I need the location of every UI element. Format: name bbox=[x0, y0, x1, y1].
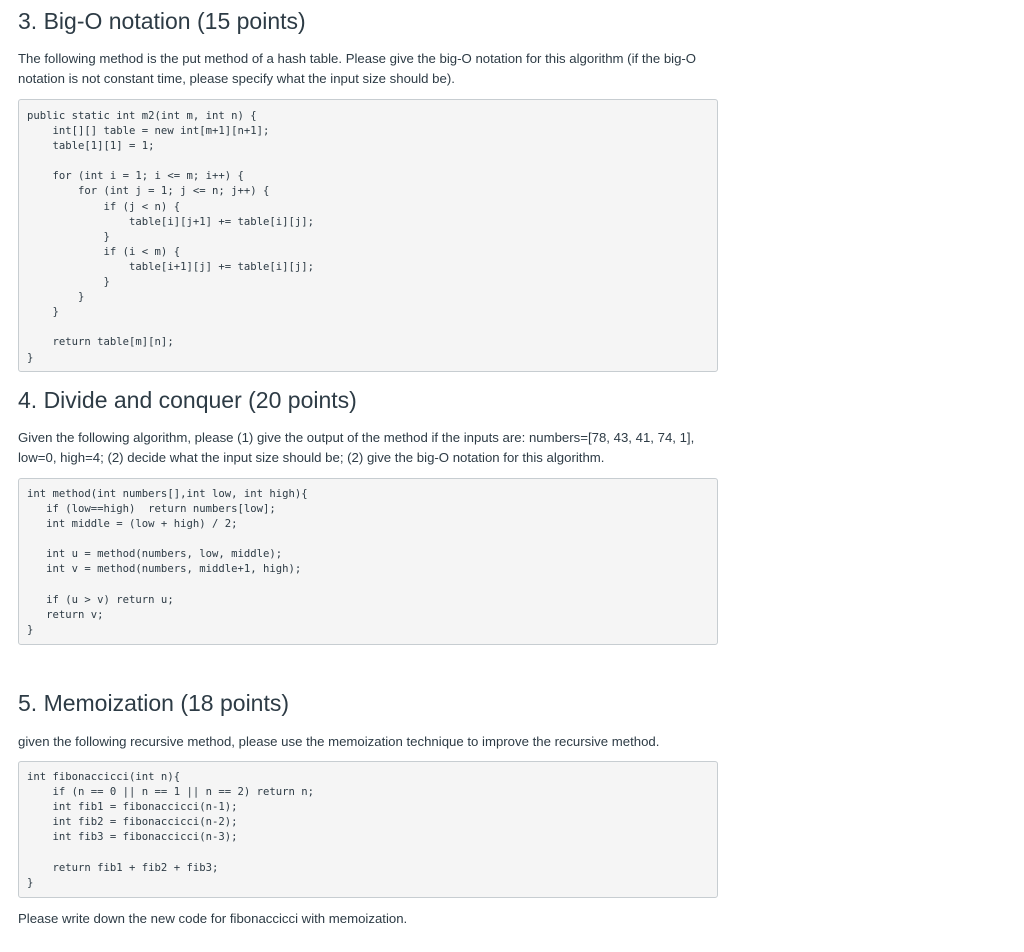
q3-title: 3. Big-O notation (15 points) bbox=[18, 8, 306, 34]
q3-code-block: public static int m2(int m, int n) { int[][] table = new int[m+1][n+1]; table[1][1] = 1; for (int i = 1; i <= m; i++) { for (int j = 1; j <= n; j++) { if (j < n) { table[i][j+1] += table[i][j]; } if (i < m) { table[i+1][j] += table[i][j]; } } } return table[m][n]; } bbox=[18, 99, 718, 372]
q5-title: 5. Memoization (18 points) bbox=[18, 690, 290, 716]
q5-footer-instruction: Please write down the new code for fibonaccicci with memoization. bbox=[18, 911, 408, 926]
q5-code-block: int fibonaccicci(int n){ if (n == 0 || n == 1 || n == 2) return n; int fib1 = fibonaccicci(n-1); int fib2 = fibonaccicci(n-2); int fib3 = fibonaccicci(n-3); return fib1 + fib2 + fib3; } bbox=[18, 761, 718, 898]
q3-description: The following method is the put method of a hash table. Please give the big-O notation for this algorithm (if the big-O notation is not constant time, please specify what the input size should be). bbox=[18, 51, 697, 86]
q5-description: given the following recursive method, please use the memoization technique to improve the recursive method. bbox=[18, 734, 660, 749]
q4-title: 4. Divide and conquer (20 points) bbox=[18, 387, 357, 413]
q4-code-block: int method(int numbers[],int low, int high){ if (low==high) return numbers[low]; int middle = (low + high) / 2; int u = method(numbers, low, middle); int v = method(numbers, middle+1, high); if (u > v) return u; return v; } bbox=[18, 478, 718, 645]
q4-description: Given the following algorithm, please (1) give the output of the method if the inputs are: numbers=[78, 43, 41, 74, 1], low=0, high=4; (2) decide what the input size should be; (2) give the big-O notation for this algorithm. bbox=[18, 430, 695, 465]
